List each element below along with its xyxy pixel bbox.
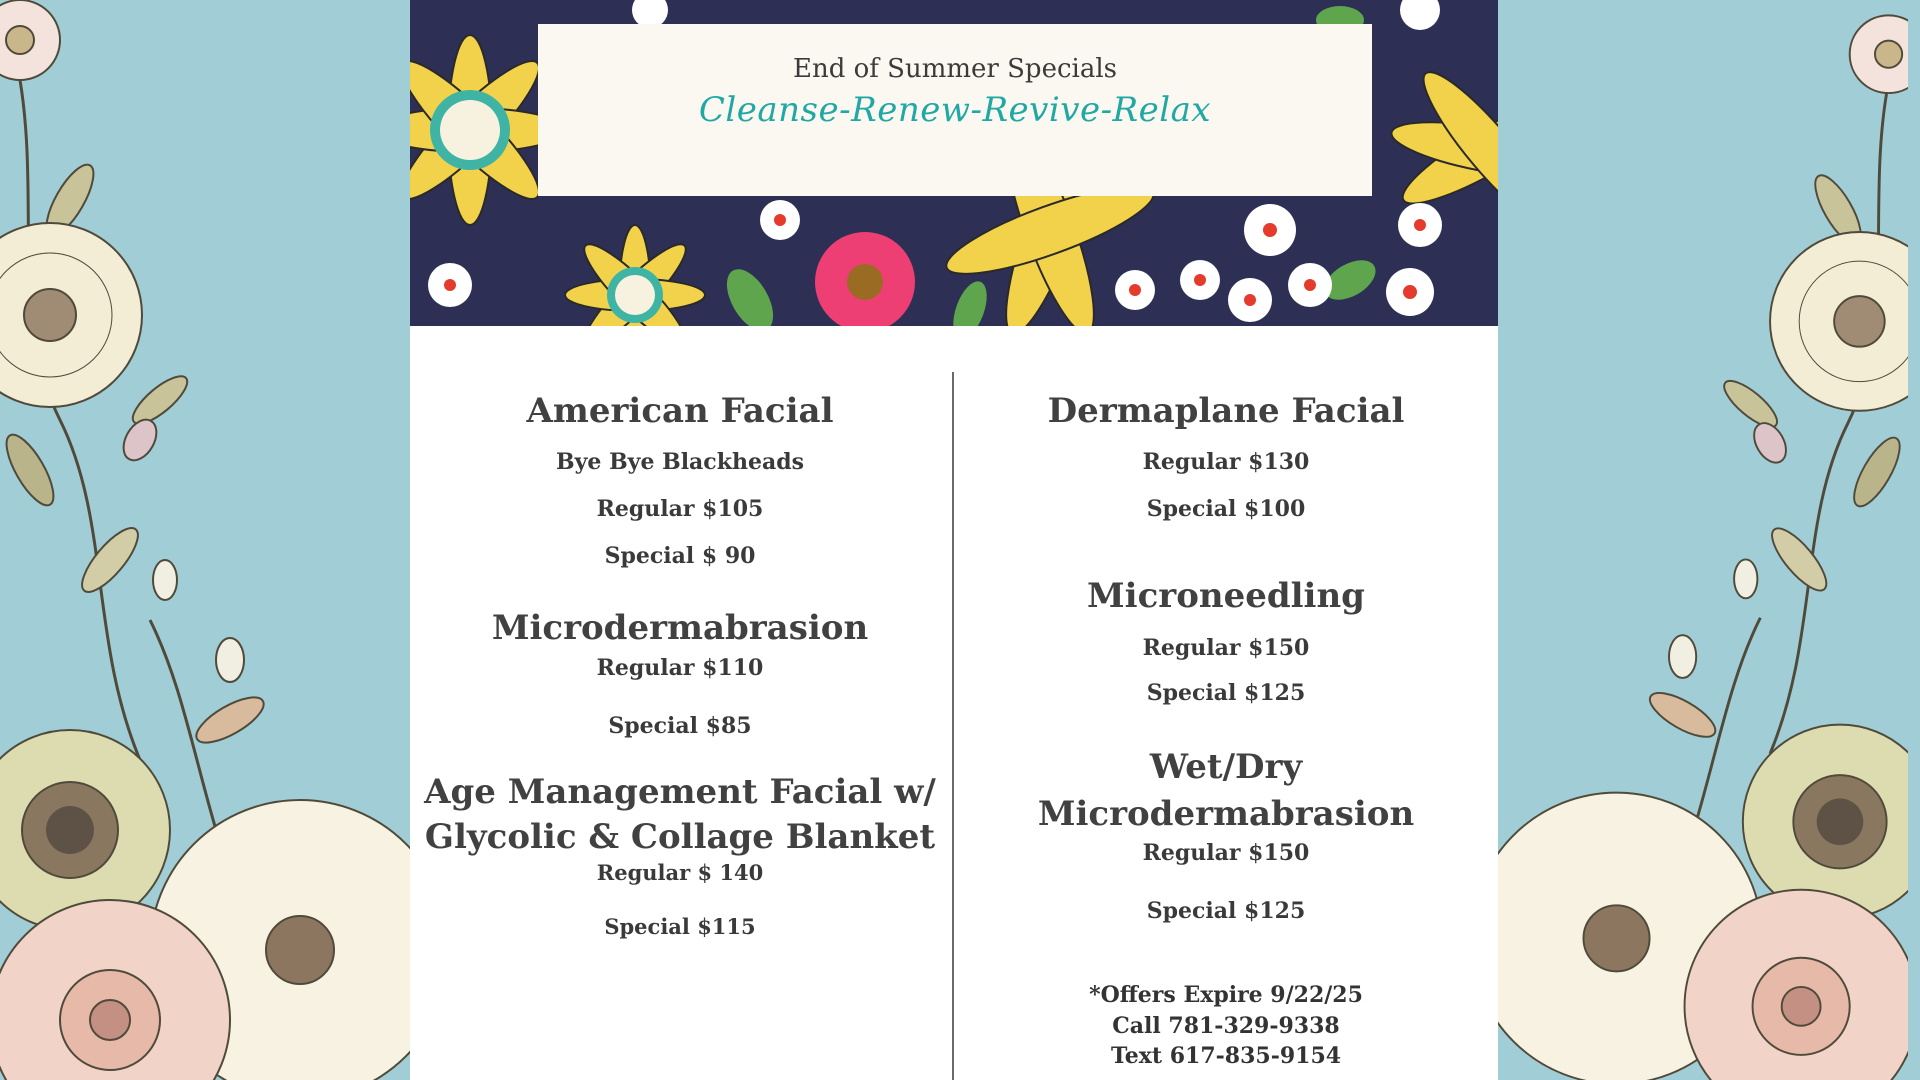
title-box [538, 24, 1372, 196]
american-facial-special-price: Special $ 90 [604, 543, 756, 569]
microdermabrasion-title: Microdermabrasion [491, 608, 869, 648]
wet-dry-title-line2: Microdermabrasion [1037, 794, 1415, 834]
right-floral-decoration [1498, 0, 1908, 1080]
specials-heading: End of Summer Specials [793, 54, 1117, 84]
dermaplane-regular-price: Regular $130 [1142, 449, 1310, 475]
microneedling-title: Microneedling [1087, 576, 1365, 616]
offers-expire-note: *Offers Expire 9/22/25 [1089, 982, 1363, 1008]
wet-dry-regular-price: Regular $150 [1142, 840, 1310, 866]
age-management-title-line1: Age Management Facial w/ [424, 772, 936, 812]
american-facial-title: American Facial [526, 391, 834, 431]
age-management-title-line2: Glycolic & Collage Blanket [424, 817, 936, 857]
dermaplane-title: Dermaplane Facial [1047, 391, 1405, 431]
wet-dry-special-price: Special $125 [1146, 898, 1306, 924]
left-floral-decoration [0, 0, 410, 1080]
microneedling-regular-price: Regular $150 [1142, 635, 1310, 661]
text-phone-number[interactable]: Text 617-835-9154 [1110, 1043, 1342, 1069]
column-divider [952, 372, 954, 1080]
botanical-flowers-icon [0, 0, 410, 1080]
specials-flyer [410, 0, 1498, 1080]
american-facial-subtitle: Bye Bye Blackheads [556, 449, 804, 475]
microneedling-special-price: Special $125 [1146, 680, 1306, 706]
microdermabrasion-special-price: Special $85 [608, 713, 752, 739]
american-facial-regular-price: Regular $105 [596, 496, 764, 522]
age-management-regular-price: Regular $ 140 [596, 860, 764, 885]
tagline: Cleanse-Renew-Revive-Relax [698, 90, 1212, 130]
botanical-flowers-icon [1498, 0, 1908, 1080]
floral-banner [410, 0, 1498, 326]
call-phone-number[interactable]: Call 781-329-9338 [1112, 1013, 1340, 1039]
age-management-special-price: Special $115 [604, 914, 756, 939]
microdermabrasion-regular-price: Regular $110 [596, 655, 764, 681]
dermaplane-special-price: Special $100 [1146, 496, 1306, 522]
wet-dry-title-line1: Wet/Dry [1149, 747, 1303, 787]
